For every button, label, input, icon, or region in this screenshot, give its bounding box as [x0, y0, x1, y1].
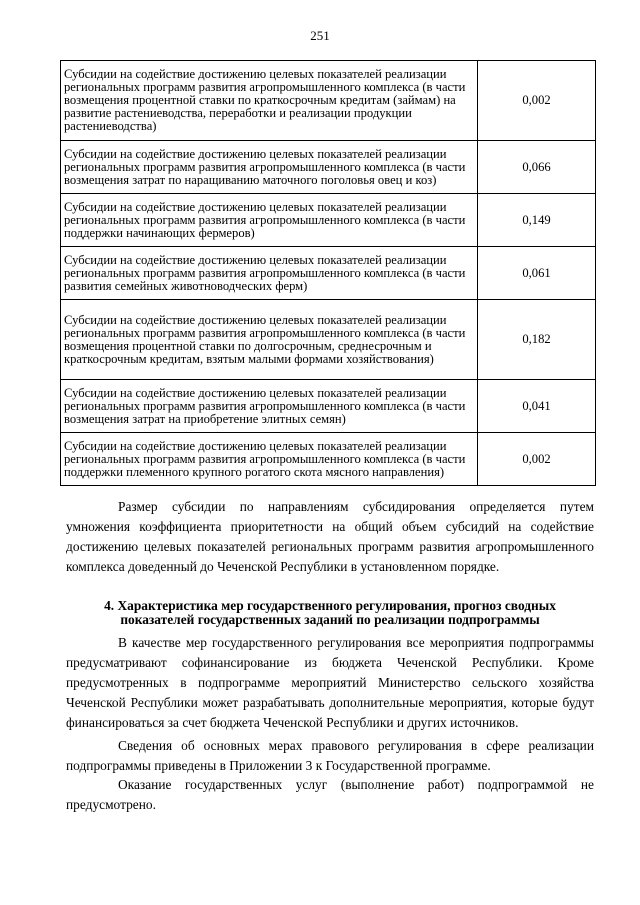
table-row: [61, 194, 596, 247]
row-value: 0,066: [478, 141, 596, 194]
table-row: [61, 380, 596, 433]
row-description: Субсидии на содействие достижению целевых показателей реализации региональных программ развития агропромышленного комплекса (в части поддержки племенного крупного рогатого скота мясного направления): [61, 433, 478, 486]
row-description: Субсидии на содействие достижению целевых показателей реализации региональных программ развития агропромышленного комплекса (в части возмещения затрат на приобретение элитных семян): [61, 380, 478, 433]
page-number: 251: [310, 28, 330, 43]
row-description: Субсидии на содействие достижению целевых показателей реализации региональных программ развития агропромышленного комплекса (в части возмещения процентной ставки по долгосрочным, среднесрочным и краткосрочным кредитам, взятым малыми формами хозяйствования): [61, 300, 478, 380]
row-value: 0,182: [478, 300, 596, 380]
row-value: 0,002: [478, 61, 596, 141]
table-row: [61, 433, 596, 486]
table-row: [61, 247, 596, 300]
row-description: Субсидии на содействие достижению целевых показателей реализации региональных программ развития агропромышленного комплекса (в части развития семейных животноводческих ферм): [61, 247, 478, 300]
paragraph-subsidy-size: Размер субсидии по направлениям субсидирования определяется путем умножения коэффициента приоритетности на общий объем субсидий на содействие достижению целевых показателей региональных программ развития агропромышленного комплекса доведенный до Чеченской Республики в установленном порядке.: [66, 499, 594, 574]
subsidy-table: [60, 60, 596, 486]
table-row: [61, 141, 596, 194]
row-value: 0,061: [478, 247, 596, 300]
row-value: 0,149: [478, 194, 596, 247]
row-description: Субсидии на содействие достижению целевых показателей реализации региональных программ развития агропромышленного комплекса (в части возмещения затрат по наращиванию маточного поголовья овец и коз): [61, 141, 478, 194]
row-description: Субсидии на содействие достижению целевых показателей реализации региональных программ развития агропромышленного комплекса (в части возмещения процентной ставки по краткосрочным кредитам (займам) на развитие растениеводства, переработки и реализации продукции растениеводства): [61, 61, 478, 141]
table-row: [61, 300, 596, 380]
table-row: [61, 61, 596, 141]
row-value: 0,002: [478, 433, 596, 486]
section-heading: 4. Характеристика мер государственного регулирования, прогноз сводных показателей государственных заданий по реализации подпрограммы: [104, 598, 556, 627]
paragraph-measures: В качестве мер государственного регулирования все мероприятия подпрограммы предусматривают софинансирование из бюджета Чеченской Республики. Кроме предусмотренных в подпрограмме мероприятий Министерство сельского хозяйства Чеченской Республики может разрабатывать дополнительные мероприятия, которые будут финансироваться за счет бюджета Чеченской Республики и других источников.: [66, 635, 594, 730]
row-description: Субсидии на содействие достижению целевых показателей реализации региональных программ развития агропромышленного комплекса (в части поддержки начинающих фермеров): [61, 194, 478, 247]
paragraph-services: Оказание государственных услуг (выполнение работ) подпрограммой не предусмотрено.: [66, 777, 594, 812]
paragraph-regulation: Сведения об основных мерах правового регулирования в сфере реализации подпрограммы приведены в Приложении 3 к Государственной программе.: [66, 738, 594, 773]
row-value: 0,041: [478, 380, 596, 433]
